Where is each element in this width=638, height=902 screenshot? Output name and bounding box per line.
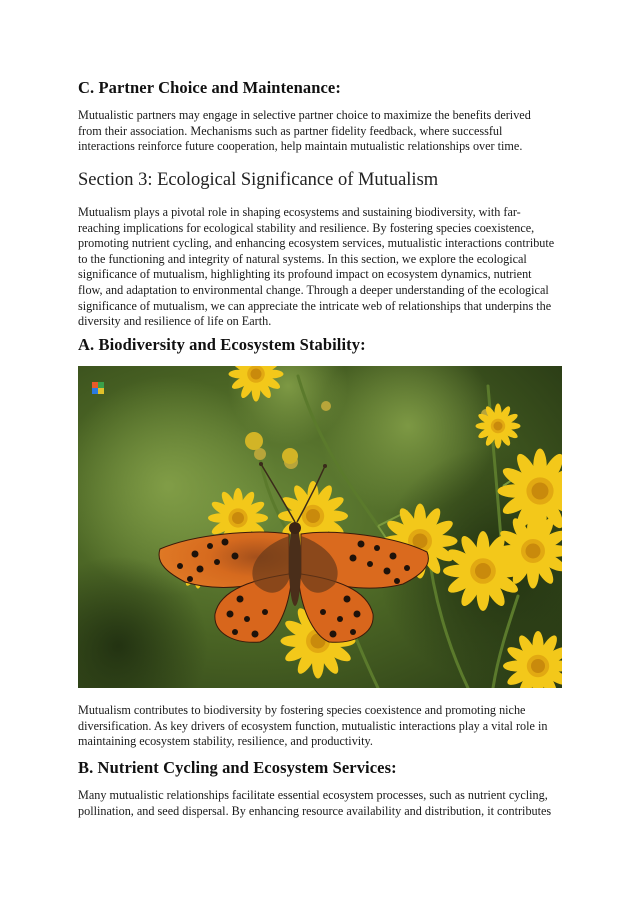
paragraph-line: reaching implications for ecological stability and resilience. By fostering species coexistence, [78, 220, 535, 235]
paragraph-line: significance of mutualism, highlighting its profound impact on ecosystem dynamics, nutrient [78, 267, 532, 282]
partner-choice-heading: C. Partner Choice and Maintenance: [78, 78, 341, 97]
section-3-paragraph [78, 205, 562, 330]
biodiversity-paragraph [78, 703, 562, 750]
paragraph-line: promoting nutrient cycling, and enhancing ecosystem services, mutualistic interactions contribute [78, 236, 555, 251]
paragraph-line: Mutualism contributes to biodiversity by fostering species coexistence and promoting niche [78, 703, 526, 717]
paragraph-line: pollination, and seed dispersal. By enhancing resource availability and distribution, it contributes [78, 803, 552, 818]
biodiversity-heading: A. Biodiversity and Ecosystem Stability: [78, 335, 366, 354]
paragraph-line: Mutualistic partners may engage in selective partner choice to maximize the benefits derived [78, 108, 531, 122]
paragraph-line: from their association. Mechanisms such as partner fidelity feedback, where successful [78, 123, 503, 138]
paragraph-line: Many mutualistic relationships facilitate essential ecosystem processes, such as nutrient cycling, [78, 788, 548, 802]
section-3-title: Section 3: Ecological Significance of Mutualism [78, 170, 439, 190]
partner-choice-paragraph [78, 108, 562, 155]
paragraph-line: Mutualism plays a pivotal role in shaping ecosystems and sustaining biodiversity, with far- [78, 205, 521, 219]
gallery-icon [92, 382, 104, 394]
paragraph-line: significance of mutualism, we can appreciate the intricate web of relationships that underpins the [78, 298, 552, 313]
paragraph-line: diversification. As key drivers of ecosystem function, mutualistic interactions play a vital role in [78, 718, 548, 733]
nutrient-heading: B. Nutrient Cycling and Ecosystem Services: [78, 758, 397, 777]
paragraph-line: maintaining ecosystem stability, resilience, and productivity. [78, 734, 373, 749]
paragraph-line: to the functioning and integrity of natural systems. In this section, we explore the ecological [78, 251, 527, 266]
paragraph-line: interactions reinforce future cooperation, help maintain mutualistic relationships over time. [78, 139, 523, 154]
paragraph-line: flow, and adaptation to environmental change. Through a deeper understanding of the ecological [78, 282, 549, 297]
nutrient-paragraph [78, 788, 562, 819]
butterfly-photo [78, 366, 562, 688]
paragraph-line: diversity and resilience of life on Earth. [78, 314, 272, 329]
